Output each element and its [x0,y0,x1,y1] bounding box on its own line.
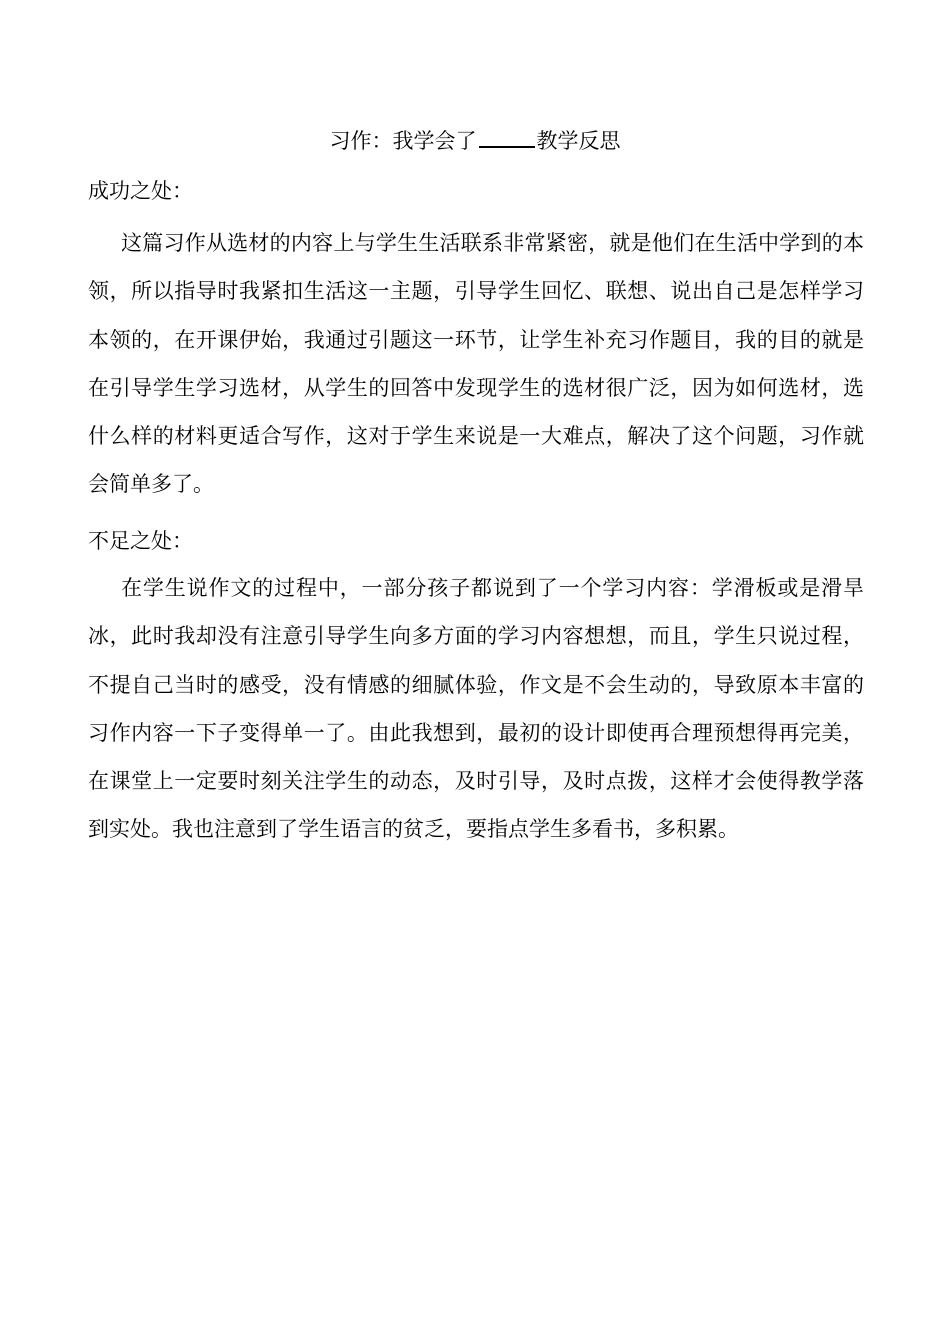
title-blank-line [479,124,535,148]
section-paragraph-shortcomings: 在学生说作文的过程中，一部分孩子都说到了一个学习内容：学滑板或是滑旱冰，此时我却没有注意引导学生向多方面的学习内容想想，而且，学生只说过程，不提自己当时的感受，没有情感的细腻体验，作文是不会生动的，导致原本丰富的习作内容一下子变得单一了。由此我想到，最初的设计即使再合理预想得再完美，在课堂上一定要时刻关注学生的动态，及时引导，及时点拨，这样才会使得教学落到实处。我也注意到了学生语言的贫乏，要指点学生多看书，多积累。 [88,576,864,842]
section-heading-shortcomings: 不足之处： [88,529,193,553]
title-prefix: 习作：我学会了 [329,129,477,153]
title-suffix: 教学反思 [536,129,621,153]
section-heading-success: 成功之处： [88,179,193,203]
document-title [0,124,950,158]
section-paragraph-success: 这篇习作从选材的内容上与学生生活联系非常紧密，就是他们在生活中学到的本领，所以指导时我紧扣生活这一主题，引导学生回忆、联想、说出自己是怎样学习本领的，在开课伊始，我通过引题这一环节，让学生补充习作题目，我的目的就是在引导学生学习选材，从学生的回答中发现学生的选材很广泛，因为如何选材，选什么样的材料更适合写作，这对于学生来说是一大难点，解决了这个问题，习作就会简单多了。 [88,231,864,497]
